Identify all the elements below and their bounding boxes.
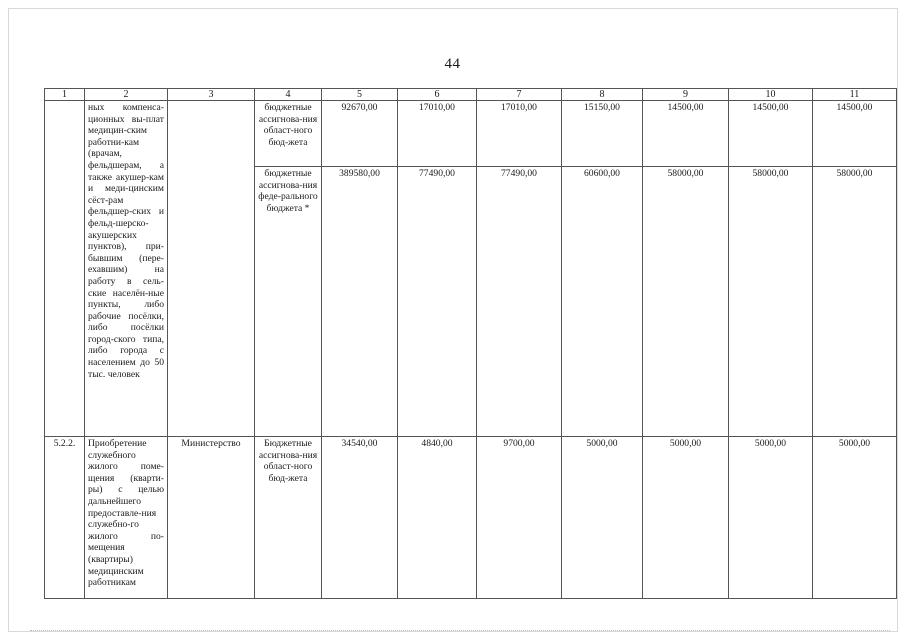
amount-cell: 389580,00 [322, 167, 398, 437]
amount-cell: 60600,00 [562, 167, 643, 437]
amount-cell: 34540,00 [322, 437, 398, 599]
amount-cell: 4840,00 [398, 437, 477, 599]
page-number: 44 [444, 56, 461, 72]
scan-artifact-line [30, 630, 890, 633]
budget-table [44, 88, 897, 599]
amount-cell: 5000,00 [813, 437, 897, 599]
funding-source: бюджетные ассигнова-ния област-ного бюд-жета [255, 101, 322, 167]
column-header: 2 [85, 89, 168, 101]
column-header: 5 [322, 89, 398, 101]
measure-description: ных компенса-ционных вы-плат медицин-ским работни-кам (врачам, фельдшерам, а также акушер-кам и меди-цинским сёст-рам фельдшер-ских и фельд-шерско-акушерских пунктов), при-бывшим (пере-ехавшим) на работу в сель-ские населён-ные пункты, либо рабочие посёлки, либо посёлки город-ского типа, либо города с населением до 50 тыс. человек [85, 101, 168, 437]
column-header: 3 [168, 89, 255, 101]
amount-cell: 77490,00 [477, 167, 562, 437]
measure-description: Приобретение служебного жилого поме-щения (кварти-ры) с целью дальнейшего предоставле-ния служебно-го жилого по-мещения (квартиры) медицинским работникам [85, 437, 168, 599]
amount-cell: 15150,00 [562, 101, 643, 167]
item-number-cell: 5.2.2. [45, 437, 85, 599]
amount-cell: 14500,00 [813, 101, 897, 167]
amount-cell: 92670,00 [322, 101, 398, 167]
executor-cell [168, 101, 255, 437]
amount-cell: 5000,00 [643, 437, 729, 599]
table-row [45, 101, 897, 167]
table-header-row [45, 89, 897, 101]
amount-cell: 17010,00 [477, 101, 562, 167]
amount-cell: 17010,00 [398, 101, 477, 167]
column-header: 7 [477, 89, 562, 101]
column-header: 6 [398, 89, 477, 101]
funding-source: Бюджетные ассигнова-ния област-ного бюд-жета [255, 437, 322, 599]
funding-source: бюджетные ассигнова-ния феде-рального бюджета * [255, 167, 322, 437]
item-number-cell [45, 101, 85, 437]
column-header: 10 [729, 89, 813, 101]
column-header: 11 [813, 89, 897, 101]
column-header: 9 [643, 89, 729, 101]
column-header: 4 [255, 89, 322, 101]
executor-cell: Министерство [168, 437, 255, 599]
amount-cell: 58000,00 [643, 167, 729, 437]
amount-cell: 5000,00 [729, 437, 813, 599]
amount-cell: 77490,00 [398, 167, 477, 437]
column-header: 8 [562, 89, 643, 101]
amount-cell: 5000,00 [562, 437, 643, 599]
amount-cell: 9700,00 [477, 437, 562, 599]
amount-cell: 14500,00 [729, 101, 813, 167]
amount-cell: 58000,00 [813, 167, 897, 437]
amount-cell: 58000,00 [729, 167, 813, 437]
amount-cell: 14500,00 [643, 101, 729, 167]
column-header: 1 [45, 89, 85, 101]
table-row [45, 437, 897, 599]
